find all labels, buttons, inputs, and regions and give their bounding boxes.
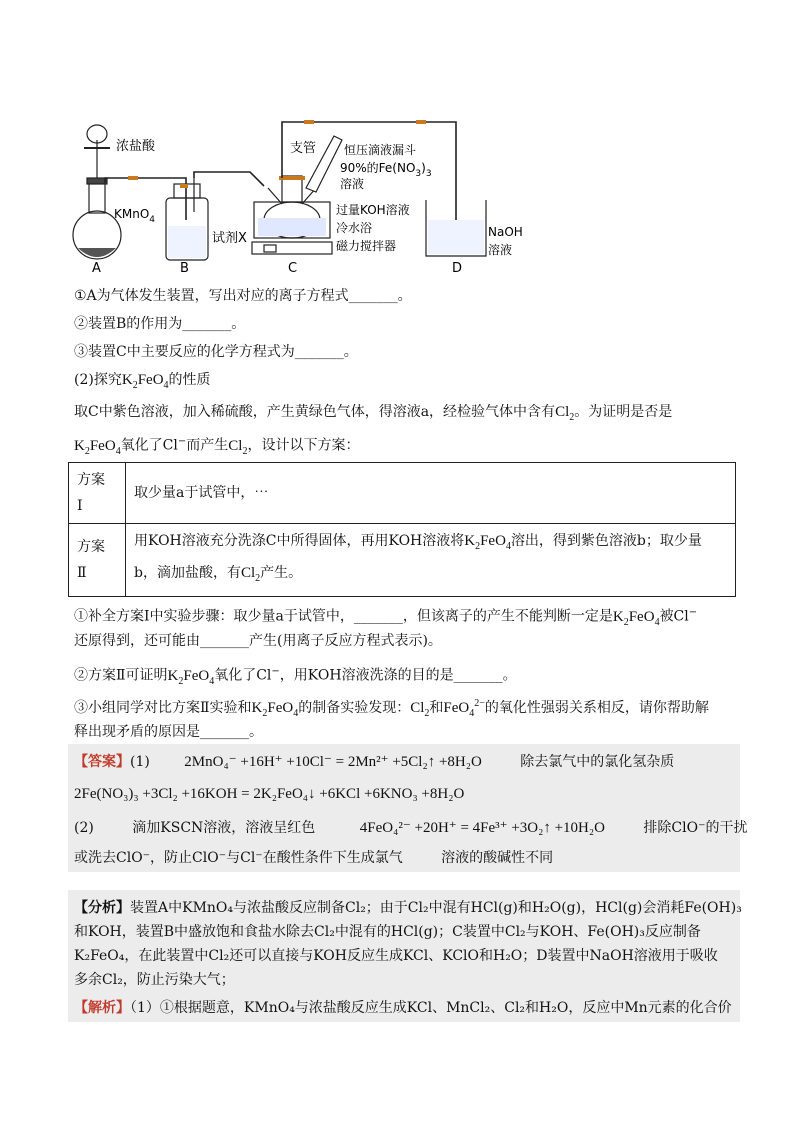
table-row <box>69 463 736 524</box>
equation-2: 2Fe(NO₃)₃ +3Cl₂ +16KOH = 2K₂FeO₄↓ +6KCl +6KNO₃ +8H₂O <box>74 786 465 802</box>
fe-solution-label-2: 溶液 <box>340 177 365 191</box>
answer-line-4: 或洗去ClO⁻，防止ClO⁻与Cl⁻在酸性条件下生成氯气 溶液的酸碱性不同 <box>74 850 554 866</box>
scheme-table <box>68 462 736 597</box>
flask-c <box>252 176 332 254</box>
funnel-label: 恒压滴液漏斗 <box>344 143 417 157</box>
branch-pipe-label: 支管 <box>290 141 317 156</box>
part-2-line-2: $K_2FeO_4$氧化了Cl−而产生$Cl_2$，设计以下方案： <box>74 436 360 457</box>
question-3: ③装置C中主要反应的化学方程式为_______。 <box>74 344 358 360</box>
scheme-2-key: 方案 Ⅱ <box>69 524 126 597</box>
stirrer-label: 磁力搅拌器 <box>336 239 397 253</box>
ice-bath-label: 冷水浴 <box>336 221 373 235</box>
answer-line-3: (2) 滴加KSCN溶液，溶液呈红色 4FeO₄²⁻ +20H⁺ = 4Fe³⁺ +3O₂↑ +10H₂O 排除ClO⁻的干扰 <box>74 820 748 836</box>
bottle-b <box>166 178 208 260</box>
naoh-label: NaOH <box>488 225 523 239</box>
table-row <box>69 524 736 597</box>
conc-hcl-label: 浓盐酸 <box>116 139 156 154</box>
solution-line-1: 【解析】（1）①根据题意，KMnO₄与浓盐酸反应生成KCl、MnCl₂、Cl₂和H₂O，反应中Mn元素的化合价 <box>74 1000 732 1016</box>
analysis-line-1: 【分析】装置A中KMnO₄与浓盐酸反应制备Cl₂；由于Cl₂中混有HCl(g)和H₂O(g)，HCl(g)会消耗Fe(OH)₃ <box>74 900 742 916</box>
fe-solution-label: 90%的$Fe(NO_3)_3$ <box>340 161 432 179</box>
reagent-x-label: 试剂X <box>212 231 247 246</box>
answer-exclude: 排除ClO⁻的干扰 <box>643 820 748 836</box>
kmno4-label: KMnO$_4$ <box>114 207 156 225</box>
answer-line-1: 【答案】(1) 2MnO₄⁻ +16H⁺ +10Cl⁻ = 2Mn²⁺ +5Cl₂↑ +8H₂O 除去氯气中的氯化氢杂质 <box>74 754 675 770</box>
kscn-test: 滴加KSCN溶液，溶液呈红色 <box>132 820 316 836</box>
scheme-2-content: 用KOH溶液充分洗涤C中所得固体，再用KOH溶液将$K_2FeO_4$溶出，得到紫色溶液b；取少量 b，滴加盐酸，有$Cl_2$产生。 <box>126 524 736 597</box>
part-2-heading: (2)探究$K_2FeO_4$的性质 <box>74 372 211 391</box>
apparatus-diagram <box>68 108 548 278</box>
equation-1: 2MnO₄⁻ +16H⁺ +10Cl⁻ = 2Mn²⁺ +5Cl₂↑ +8H₂O <box>184 754 482 770</box>
flask-a <box>73 125 121 259</box>
sub-question-1: ①补全方案Ⅰ中实验步骤：取少量a于试管中，_______，但该离子的产生不能判断一定是$K_2FeO_4$被Cl− <box>74 607 698 628</box>
analysis-line-2: 和KOH，装置B中盛放饱和食盐水除去Cl₂中混有的HCl(g)；C装置中Cl₂与KOH、Fe(OH)₃反应制备 <box>74 924 701 940</box>
question-1: ①A为气体发生装置，写出对应的离子方程式_______。 <box>74 288 412 304</box>
label-c: C <box>288 261 298 276</box>
label-b: B <box>180 261 189 276</box>
scheme-1-key: 方案 Ⅰ <box>69 463 126 524</box>
equation-3: 4FeO₄²⁻ +20H⁺ = 4Fe³⁺ +3O₂↑ +10H₂O <box>359 820 605 836</box>
analysis-line-3: K₂FeO₄，在此装置中Cl₂还可以直接与KOH反应生成KCl、KClO和H₂O；D装置中NaOH溶液用于吸收 <box>74 948 718 964</box>
koh-label: 过量KOH溶液 <box>336 203 410 217</box>
label-d: D <box>452 261 463 276</box>
analysis-line-4: 多余Cl₂，防止污染大气； <box>74 972 235 988</box>
sub-question-2: ②方案Ⅱ可证明$K_2FeO_4$氧化了Cl−，用KOH溶液洗涤的目的是_______。 <box>74 666 517 687</box>
part-2-line-1: 取C中紫色溶液，加入稀硫酸，产生黄绿色气体，得溶液a，经检验气体中含有$Cl_2$。为证明是否是 <box>74 404 673 423</box>
sub-question-3: ③小组同学对比方案Ⅱ实验和$K_2FeO_4$的制备实验发现：$Cl_2$和FeO$_4^{2-}$的氧化性强弱关系相反，请你帮助解 <box>74 698 709 719</box>
sub-question-3-cont: 释出现矛盾的原因是_______。 <box>74 724 263 740</box>
tube-b-c <box>194 172 264 186</box>
naoh-label-2: 溶液 <box>488 243 513 257</box>
answer-purpose: 除去氯气中的氯化氢杂质 <box>520 754 675 770</box>
label-a: A <box>92 261 101 276</box>
scheme-1-content: 取少量a于试管中，⋯ <box>126 463 736 524</box>
question-2: ②装置B的作用为_______。 <box>74 316 246 332</box>
sub-question-1-cont: 还原得到，还可能由_______产生(用离子反应方程式表示)。 <box>74 633 442 649</box>
